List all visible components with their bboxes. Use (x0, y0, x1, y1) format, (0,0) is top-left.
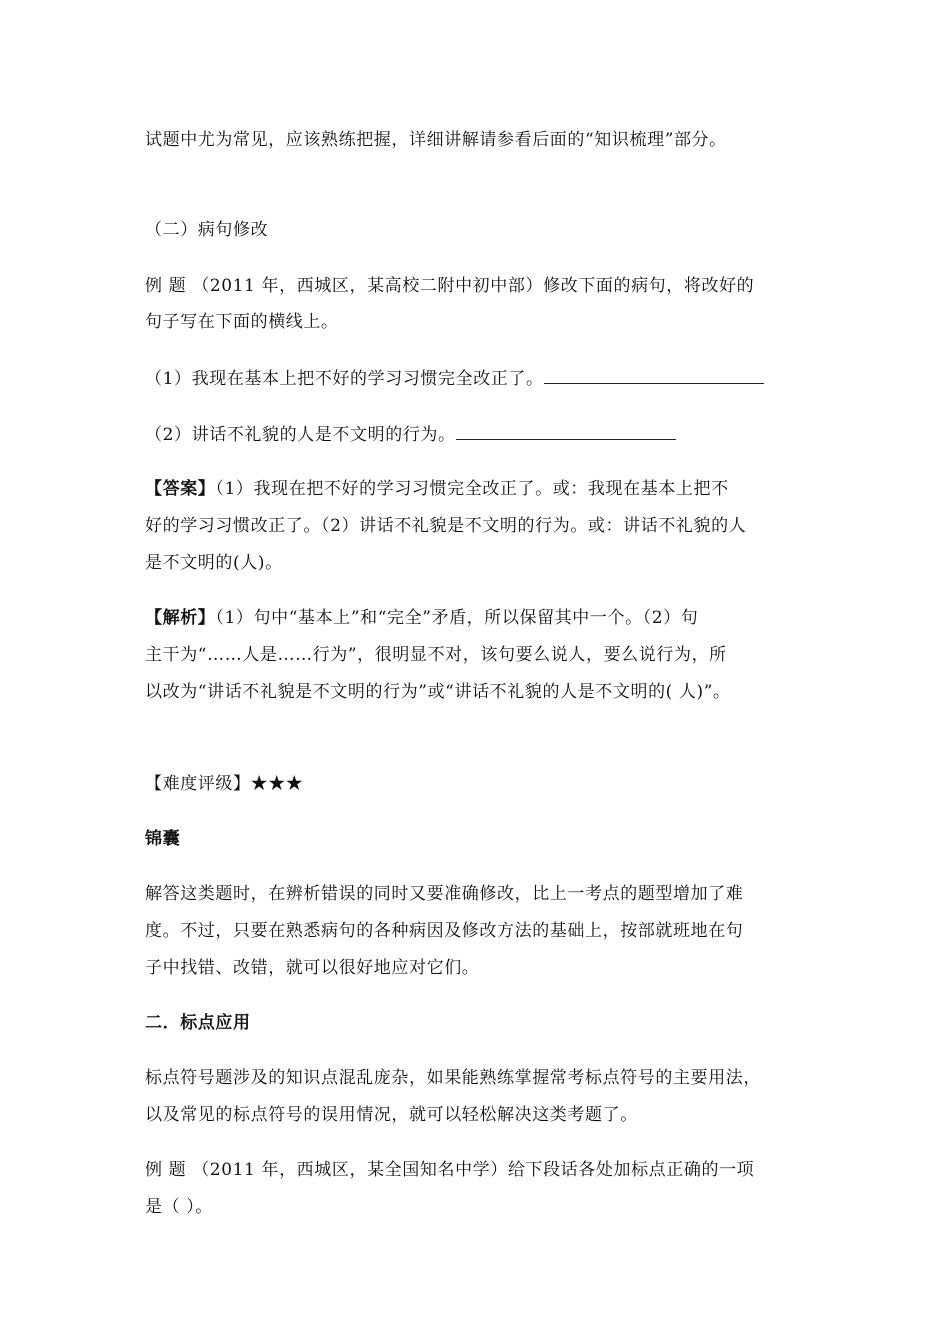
question-item-1 (145, 369, 764, 389)
analysis-text: （1）句中“基本上”和“完全”矛盾，所以保留其中一个。（2）句 (215, 608, 699, 628)
tips-paragraph-line: 度。不过，只要在熟悉病句的各种病因及修改方法的基础上，按部就班地在句 (145, 921, 744, 941)
tips-heading: 锦囊 (145, 829, 181, 849)
paragraph-line: 标点符号题涉及的知识点混乱庞杂，如果能熟练掌握常考标点符号的主要用法， (145, 1068, 761, 1088)
example-question-line: 句子写在下面的横线上。 (145, 312, 339, 332)
example-question-line: 是（ ）。 (145, 1197, 213, 1217)
question-text: （1）我现在基本上把不好的学习习惯完全改正了。 (145, 369, 544, 389)
answer-blank (456, 425, 676, 440)
section-heading: （二）病句修改 (145, 220, 269, 240)
section-heading-punctuation: 二．标点应用 (145, 1013, 251, 1033)
analysis-line: 主干为“……人是……行为”，很明显不对，该句要么说人，要么说行为，所 (145, 645, 727, 665)
analysis-line: 以改为“讲话不礼貌是不文明的行为”或“讲话不礼貌的人是不文明的( 人)”。 (145, 682, 731, 702)
analysis-label: 【解析】 (145, 608, 216, 628)
paragraph-line: 试题中尤为常见，应该熟练把握，详细讲解请参看后面的“知识梳理”部分。 (145, 130, 727, 150)
answer-text: （1）我现在把不好的学习习惯完全改正了。或：我现在基本上把不 (215, 479, 729, 499)
question-item-2 (145, 425, 676, 445)
paragraph-line: 以及常见的标点符号的误用情况，就可以轻松解决这类考题了。 (145, 1105, 638, 1125)
answer-line: 好的学习习惯改正了。（2）讲话不礼貌是不文明的行为。或：讲话不礼貌的人 (145, 516, 747, 536)
tips-paragraph-line: 解答这类题时，在辨析错误的同时又要准确修改，比上一考点的题型增加了难 (145, 884, 744, 904)
answer-blank (544, 369, 764, 384)
example-question-line: 例 题 （2011 年，西城区，某全国知名中学）给下段话各处加标点正确的一项 (145, 1160, 755, 1180)
answer-line: 是不文明的(人)。 (145, 553, 283, 573)
difficulty-rating: 【难度评级】★★★ (145, 774, 304, 794)
tips-paragraph-line: 子中找错、改错，就可以很好地应对它们。 (145, 958, 480, 978)
answer-line (145, 479, 729, 499)
analysis-line (145, 608, 698, 628)
answer-label: 【答案】 (145, 479, 216, 499)
question-text: （2）讲话不礼貌的人是不文明的行为。 (145, 425, 456, 445)
example-question-line: 例 题 （2011 年，西城区，某高校二附中初中部）修改下面的病句，将改好的 (145, 276, 755, 296)
